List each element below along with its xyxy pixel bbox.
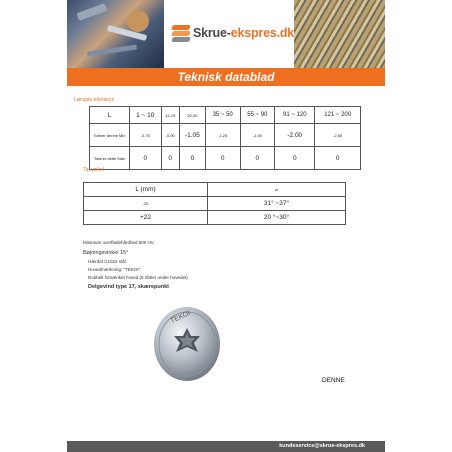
brand-name-part1: Skrue- (193, 26, 231, 40)
table-cell: -0,75 (130, 124, 162, 147)
table-cell: 91 ~ 120 (275, 107, 315, 124)
note-hardness: Minimum overfladehårdhed 500 HV (83, 240, 154, 245)
length-tolerance-table (89, 106, 361, 170)
table-cell: 31° ~37° (208, 197, 346, 211)
note-head-type: Dobbelt forsænket hoved (6 ribber under hovedet) (88, 275, 188, 280)
table-cell: 12-19 (161, 107, 179, 124)
table-row (84, 197, 346, 211)
table-cell: -20 (84, 197, 208, 211)
table-cell: L (mm) (84, 183, 208, 197)
table-cell: 0 (130, 147, 162, 170)
table-cell: +22 (84, 211, 208, 225)
table-cell: 0 (179, 147, 205, 170)
screws-photo (294, 0, 385, 68)
table-cell: L (90, 107, 130, 124)
table-cell: 35 ~ 50 (205, 107, 240, 124)
tip-angle-label: Tip vinkel (83, 167, 104, 173)
brand-name-part2: ekspres.dk (230, 26, 295, 40)
brand-logo[interactable] (172, 24, 294, 42)
note-bend-angle: Bøjningsvinkel 15° (83, 250, 129, 256)
table-cell: -1,50 (240, 124, 275, 147)
table-row (90, 124, 361, 147)
product-label: DENNE (322, 377, 345, 384)
table-cell: 55 ~ 90 (240, 107, 275, 124)
page-title: Teknisk datablad (177, 70, 275, 84)
note-thread-type: Delgevind type 17, skærepunkt (88, 284, 169, 290)
table-cell: 20-30 (179, 107, 205, 124)
svg-text:TEKOI: TEKOI (169, 309, 192, 326)
length-tolerance-label: Længde tolerance (74, 97, 115, 103)
table-cell: Tolerer denne Min (90, 124, 130, 147)
table-cell: -1,25 (205, 124, 240, 147)
logo-icon (172, 24, 190, 42)
table-cell: 0 (315, 147, 361, 170)
screw-head-image (150, 300, 224, 384)
table-row (90, 107, 361, 124)
table-cell: -1.05 (179, 124, 205, 147)
note-steel: Hærdet C1022 stål (88, 259, 126, 264)
header-banner-photos (67, 0, 385, 68)
footer-email[interactable]: kundeservice@skrue-ekspres.dk (279, 443, 365, 449)
table-cell: 121 ~ 200 (315, 107, 361, 124)
note-head-marking: Hovedmærkning: "TEKOI" (88, 267, 141, 272)
table-row (90, 147, 361, 170)
table-cell: 0 (161, 147, 179, 170)
table-cell: 0 (205, 147, 240, 170)
table-cell: 0 (240, 147, 275, 170)
tip-angle-table (83, 182, 346, 225)
tools-photo (67, 0, 164, 68)
table-cell: tα (208, 183, 346, 197)
table-cell: -0,90 (161, 124, 179, 147)
table-cell: 20 °~30° (208, 211, 346, 225)
table-cell: 0 (275, 147, 315, 170)
table-cell: 1 ~ 10 (130, 107, 162, 124)
datasheet-page (67, 0, 385, 452)
table-cell: -2,50 (315, 124, 361, 147)
table-row (84, 183, 346, 197)
table-cell: -2.00 (275, 124, 315, 147)
table-cell: Tolerer dette Max (90, 147, 130, 170)
table-row (84, 211, 346, 225)
